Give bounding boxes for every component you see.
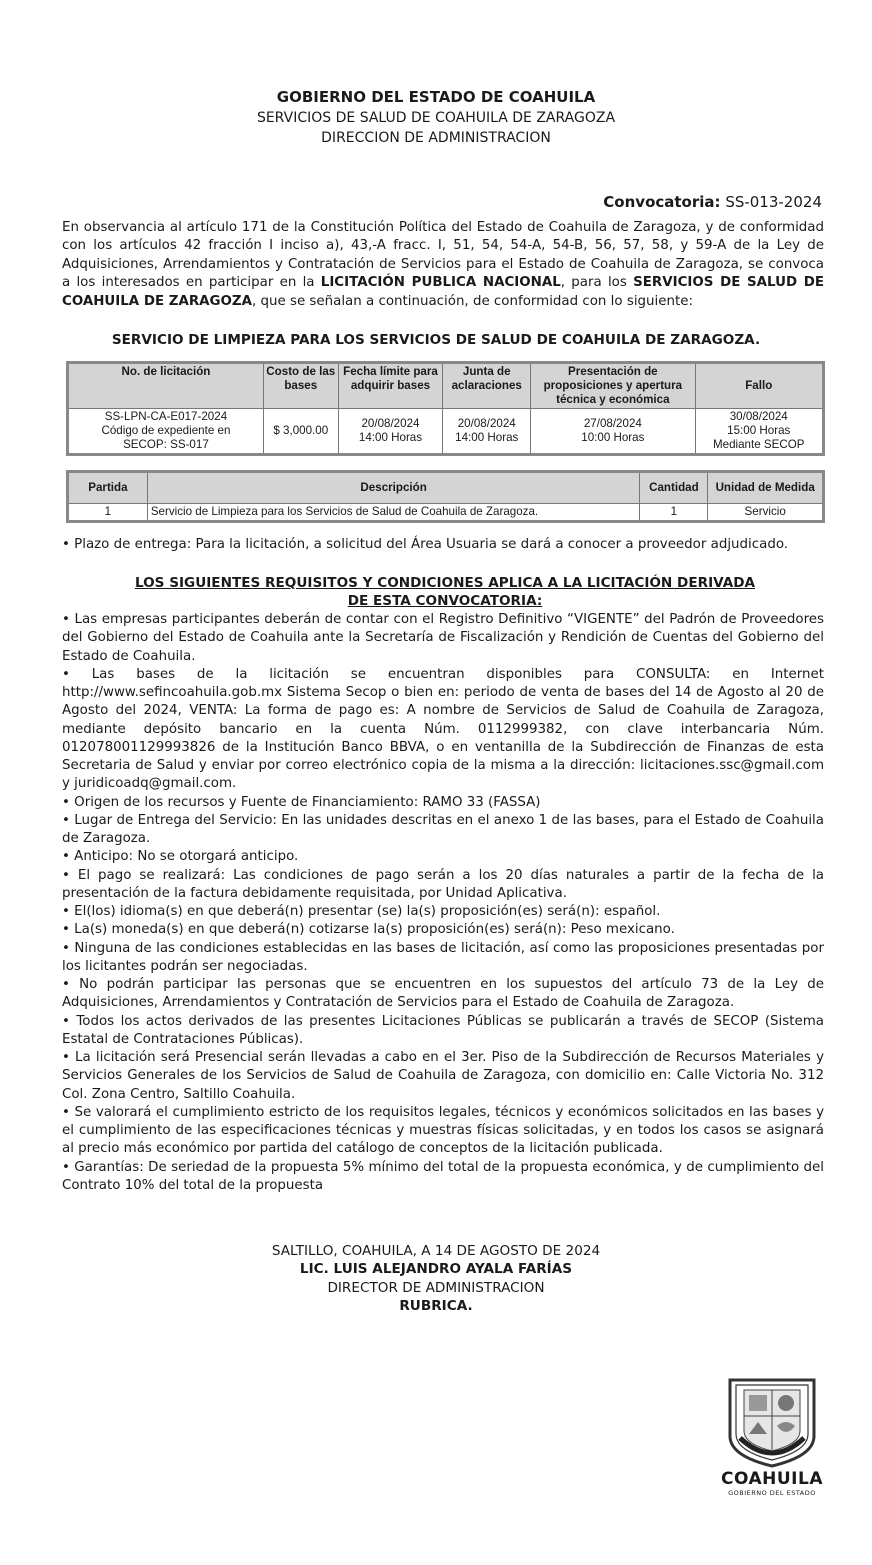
col-header-descripcion: Descripción <box>147 472 640 504</box>
cell-fecha-limite <box>338 409 443 455</box>
cell-descripcion: Servicio de Limpieza para los Servicios de Salud de Coahuila de Zaragoza. <box>147 504 640 522</box>
cell-text: 10:00 Horas <box>581 431 645 444</box>
licitacion-table-header <box>68 363 824 409</box>
cell-cantidad: 1 <box>640 504 708 522</box>
list-item: • Anticipo: No se otorgará anticipo. <box>62 849 299 865</box>
service-title: SERVICIO DE LIMPIEZA PARA LOS SERVICIOS DE SALUD DE COAHUILA DE ZARAGOZA. <box>111 332 761 348</box>
requisitos-title-line2 <box>0 592 872 610</box>
col-header-junta: Junta de aclaraciones <box>443 363 531 409</box>
col-header-fallo: Fallo <box>695 363 824 409</box>
cell-presentacion <box>531 409 695 455</box>
list-item: • La(s) moneda(s) en que deberá(n) cotizarse la(s) proposición(es) será(n): Peso mexicano. <box>62 922 675 938</box>
list-item: • Garantías: De seriedad de la propuesta 5% mínimo del total de la propuesta económica, y de cumplimiento del Contrato 10% del total de la propuesta <box>62 1159 824 1193</box>
header-health-services: SERVICIOS DE SALUD DE COAHUILA DE ZARAGOZA <box>256 110 616 126</box>
cell-partida: 1 <box>68 504 148 522</box>
cell-fallo <box>695 409 824 455</box>
cell-text: 14:00 Horas <box>455 431 519 444</box>
list-item: • Todos los actos derivados de las presentes Licitaciones Públicas se publicarán a través de SECOP (Sistema Estatal de Contrataciones Públicas). <box>62 1013 824 1047</box>
seal-subtitle: GOBIERNO DEL ESTADO <box>728 1489 816 1497</box>
col-header-fecha-limite: Fecha límite para adquirir bases <box>338 363 443 409</box>
header-government: GOBIERNO DEL ESTADO DE COAHUILA <box>276 88 596 106</box>
cell-junta <box>443 409 531 455</box>
cell-costo: $ 3,000.00 <box>263 409 338 455</box>
cell-text: 20/08/2024 <box>361 417 420 430</box>
convocatoria <box>603 193 822 211</box>
licitacion-table <box>66 361 825 456</box>
col-header-no-licitacion: No. de licitación <box>68 363 264 409</box>
cell-text: SS-LPN-CA-E017-2024 <box>104 410 228 423</box>
convocatoria-label: Convocatoria: <box>603 193 721 211</box>
signature-rubrica: RUBRICA. <box>399 1298 473 1314</box>
col-header-partida: Partida <box>68 472 148 504</box>
convocatoria-number: SS-013-2024 <box>725 193 822 211</box>
cell-text: Mediante SECOP <box>712 438 805 451</box>
table-row <box>68 409 824 455</box>
cell-text: 27/08/2024 <box>583 417 642 430</box>
list-item: • Se valorará el cumplimiento estricto de los requisitos legales, técnicos y económicos solicitados en las bases y el cumplimiento de las especificaciones técnicas y muestras físicas solicitadas, y en todos los casos se asignará al precio más económico por partida del catálogo de conceptos de la licitación publicada. <box>62 1104 824 1157</box>
signature-position: DIRECTOR DE ADMINISTRACION <box>327 1280 545 1296</box>
requisitos-title-text: LOS SIGUIENTES REQUISITOS Y CONDICIONES APLICA A LA LICITACIÓN DERIVADA <box>134 575 756 591</box>
cell-text: 20/08/2024 <box>457 417 516 430</box>
intro-bold-servicios: SERVICIOS DE SALUD DE COAHUILA DE ZARAGOZA <box>62 275 824 309</box>
cell-text: 30/08/2024 <box>729 410 788 423</box>
list-item: • Las bases de la licitación se encuentran disponibles para CONSULTA: en Internet http://www.sefincoahuila.gob.mx Sistema Secop o bien en: periodo de venta de bases del 14 de Agosto al 20 de Agosto del 2024, VENTA: La forma de pago es: A nombre de Servicios de Salud de Coahuila de Zaragoza, mediante depósito bancario en la cuenta Núm. 0112999382, con clave interbancaria Núm. 012078001129993826 de la Institución Banco BBVA, o en ventanilla de la Subdirección de Finanzas de esta Secretaria de Salud y enviar por correo electrónico copia de la misma a la dirección: licitaciones.ssc@gmail.com y juridicoadq@gmail.com. <box>62 666 824 792</box>
col-header-costo: Costo de las bases <box>263 363 338 409</box>
cell-unidad: Servicio <box>708 504 824 522</box>
list-item: • No podrán participar las personas que se encuentren en los supuestos del artículo 73 de la Ley de Adquisiciones, Arrendamientos y Contratación de Servicios para el Estado de Coahuila de Zaragoza. <box>62 977 824 1011</box>
col-header-presentacion: Presentación de proposiciones y apertura técnica y económica <box>531 363 695 409</box>
intro-text-2: , para los <box>560 275 634 291</box>
signature-place-date: SALTILLO, COAHUILA, A 14 DE AGOSTO DE 2024 <box>271 1243 601 1259</box>
table-row <box>68 504 824 522</box>
signature-name: LIC. LUIS ALEJANDRO AYALA FARÍAS <box>299 1261 573 1277</box>
partida-table <box>66 470 825 523</box>
requisitos-title-text: DE ESTA CONVOCATORIA: <box>347 593 543 609</box>
requisitos-list <box>62 611 824 1195</box>
col-header-unidad: Unidad de Medida <box>708 472 824 504</box>
coat-of-arms-icon <box>722 1376 822 1468</box>
seal-name: COAHUILA <box>721 1469 823 1489</box>
cell-no-licitacion <box>68 409 264 455</box>
list-item: • Ninguna de las condiciones establecidas en las bases de licitación, así como las proposiciones presentadas por los licitantes podrán ser negociadas. <box>62 940 824 974</box>
list-item: • Origen de los recursos y Fuente de Financiamiento: RAMO 33 (FASSA) <box>62 794 541 810</box>
intro-bold-licitacion: LICITACIÓN PUBLICA NACIONAL <box>320 275 561 291</box>
list-item: • La licitación será Presencial serán llevadas a cabo en el 3er. Piso de la Subdirección de Recursos Materiales y Servicios Generales de los Servicios de Salud de Coahuila de Zaragoza, con domicilio en: Calle Victoria No. 312 Col. Zona Centro, Saltillo Coahuila. <box>62 1050 824 1102</box>
cell-text: 15:00 Horas <box>727 424 791 437</box>
intro-text-1: En observancia al artículo 171 de la Constitución Política del Estado de Coahuila de Zaragoza, y de conformidad con los artículos 42 fracción I inciso a), 43,-A fracc. I, 51, 54, 54-A, 54-B, 56, 57, 58, y 59-A de la Ley de Adquisiciones, Arrendamientos y Contratación de Servicios para el Estado de Coahuila de Zaragoza, se convoca a los interesados en participar en la <box>62 220 824 291</box>
plazo-entrega: • Plazo de entrega: Para la licitación, a solicitud del Área Usuaria se dará a conocer a proveedor adjudicado. <box>62 537 789 552</box>
intro-paragraph <box>62 219 824 311</box>
list-item: • El pago se realizará: Las condiciones de pago serán a los 20 días naturales a partir de la fecha de la presentación de la factura debidamente requisitada, por Unidad Aplicativa. <box>62 867 824 901</box>
col-header-cantidad: Cantidad <box>640 472 708 504</box>
cell-text: SECOP: SS-017 <box>123 438 209 451</box>
header-administration: DIRECCION DE ADMINISTRACION <box>321 130 551 146</box>
list-item: • Las empresas participantes deberán de contar con el Registro Definitivo “VIGENTE” del Padrón de Proveedores del Gobierno del Estado de Coahuila ante la Secretaría de Fiscalización y Rendición de Cuentas del Gobierno del Estado de Coahuila. <box>62 612 824 664</box>
cell-text: 14:00 Horas <box>358 431 423 444</box>
list-item: • El(los) idioma(s) en que deberá(n) presentar (se) la(s) proposición(es) será(n): español. <box>62 904 661 919</box>
partida-table-header <box>68 472 824 504</box>
list-item: • Lugar de Entrega del Servicio: En las unidades descritas en el anexo 1 de las bases, para el Estado de Coahuila de Zaragoza. <box>62 812 824 846</box>
cell-text: Código de expediente en <box>101 424 231 437</box>
requisitos-title-line1 <box>0 574 872 592</box>
intro-text-3: , que se señalan a continuación, de conformidad con lo siguiente: <box>251 293 693 309</box>
